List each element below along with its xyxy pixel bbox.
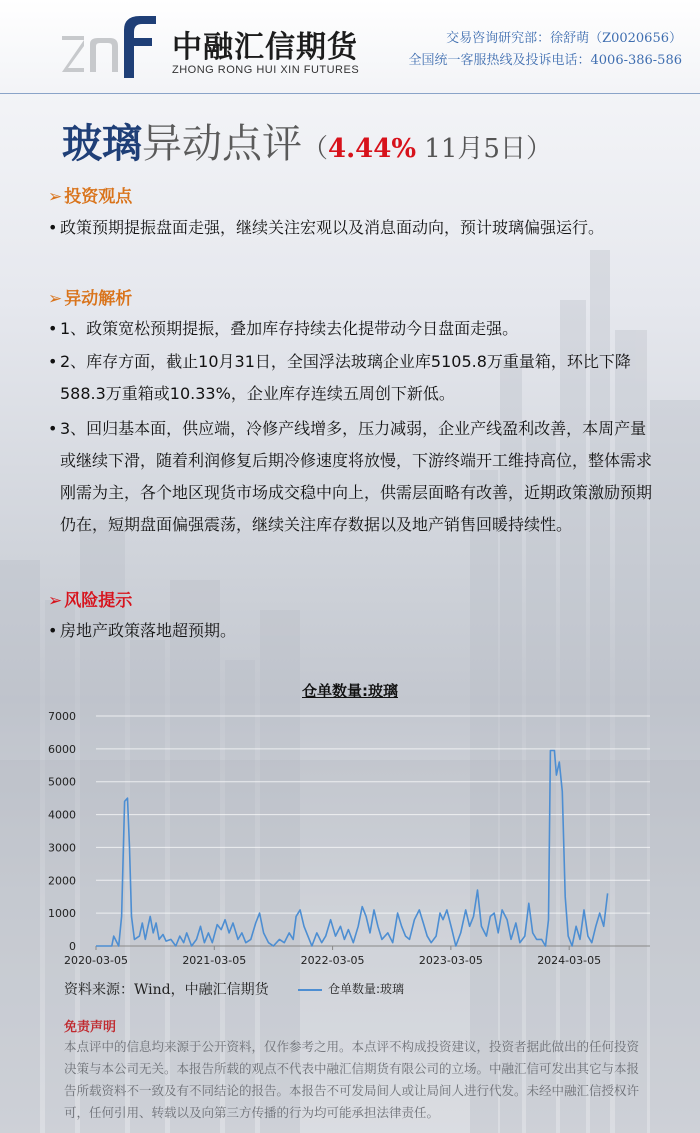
- report-title: [62, 112, 552, 169]
- analysis-text-3: 3、回归基本面，供应端，冷修产线增多，压力减弱，企业产线盈利改善，本周产量或继续下滑，随着利润修复后期冷修速度将放慢，下游终端开工维持高位，整体需求刚需为主，各个地区现货市场成交稳中向上，供需层面略有改善，近期政策激励预期仍在，短期盘面偏强震荡，继续关注库存数据以及地产销售回暖持续性。: [60, 419, 653, 534]
- analysis-text-2: 2、库存方面，截止10月31日，全国浮法玻璃企业库5105.8万重量箱，环比下降588.3万重箱或10.33%，企业库存连续五周创下新低。: [60, 352, 631, 403]
- logo-english-name: ZHONG RONG HUI XIN FUTURES: [172, 64, 360, 76]
- section-risk: [48, 586, 132, 611]
- y-tick-label: 5000: [48, 775, 76, 789]
- header-divider: [0, 93, 700, 94]
- analyst-line: 交易咨询研究部：徐舒萌（Z0020656）: [446, 31, 682, 46]
- y-tick-label: 2000: [48, 874, 76, 888]
- title-date: 11月5日: [416, 134, 526, 164]
- section-analysis: [48, 284, 132, 309]
- y-tick-label: 1000: [48, 907, 76, 921]
- legend-label: 仓单数量:玻璃: [328, 982, 405, 996]
- title-type: 异动点评: [142, 121, 302, 167]
- section-title-analysis: 异动解析: [64, 289, 133, 309]
- x-tick-label: 2024-03-05: [537, 954, 602, 967]
- chart-legend: [298, 980, 404, 997]
- x-tick-label: 2021-03-05: [182, 954, 247, 967]
- bullet-icon: •: [48, 319, 58, 338]
- title-paren-open: （: [302, 134, 329, 164]
- y-tick-label: 7000: [48, 710, 76, 723]
- y-tick-label: 6000: [48, 742, 76, 756]
- warehouse-receipt-chart: [0, 700, 700, 975]
- analysis-item-2: [48, 346, 666, 410]
- x-tick-label: 2022-03-05: [300, 954, 365, 967]
- analysis-item-3: [48, 413, 666, 541]
- bullet-icon: •: [48, 352, 58, 371]
- bullet-icon: •: [48, 218, 58, 237]
- chevron-right-icon: ➢: [48, 591, 63, 611]
- y-tick-label: 3000: [48, 841, 76, 855]
- series-line-glass: [96, 751, 608, 947]
- y-tick-label: 4000: [48, 808, 76, 822]
- chart-title: 仓单数量:玻璃: [302, 682, 398, 700]
- chevron-right-icon: ➢: [48, 289, 63, 309]
- data-source: 资料来源：Wind，中融汇信期货: [64, 982, 269, 998]
- chevron-right-icon: ➢: [48, 187, 63, 207]
- title-change-pct: 4.44%: [328, 134, 417, 164]
- logo-chinese-name: 中融汇信期货: [172, 30, 358, 65]
- bullet-icon: •: [48, 419, 58, 438]
- x-tick-label: 2023-03-05: [418, 954, 483, 967]
- section-title-risk: 风险提示: [64, 591, 133, 611]
- y-tick-label: 0: [69, 940, 76, 953]
- disclaimer-text: 本点评中的信息均来源于公开资料，仅作参考之用。本点评不构成投资建议，投资者据此做出的任何投资决策与本公司无关。本报告所载的观点不代表中融汇信期货有限公司的立场。中融汇信可发出其它与本报告所载资料不一致及有不同结论的报告。本报告不可发局间人或让局间人进行代发。未经中融汇信授权许可，任何引用、转载以及向第三方传播的行为均可能承担法律责任。: [64, 1039, 640, 1120]
- view-text: 政策预期提振盘面走强，继续关注宏观以及消息面动向，预计玻璃偏强运行。: [60, 218, 605, 237]
- title-product: 玻璃: [62, 120, 142, 167]
- report-header: [0, 0, 700, 95]
- investment-view-paragraph: [48, 212, 666, 244]
- contact-info: [409, 28, 683, 72]
- risk-text: 房地产政策落地超预期。: [60, 621, 237, 640]
- legend-line-icon: [298, 989, 322, 991]
- analysis-text-1: 1、政策宽松预期提振，叠加库存持续去化提带动今日盘面走强。: [60, 319, 519, 338]
- hotline-line: 全国统一客服热线及投诉电话：4006-386-586: [408, 53, 682, 68]
- section-investment-view: [48, 182, 132, 207]
- section-title-view: 投资观点: [64, 187, 133, 207]
- risk-paragraph: [48, 615, 666, 647]
- analysis-item-1: [48, 313, 666, 345]
- title-paren-close: ）: [525, 134, 552, 164]
- x-tick-label: 2020-03-05: [64, 954, 128, 967]
- disclaimer-title: 免责声明: [64, 1020, 117, 1035]
- company-logo-icon: [62, 12, 158, 78]
- bullet-icon: •: [48, 621, 58, 640]
